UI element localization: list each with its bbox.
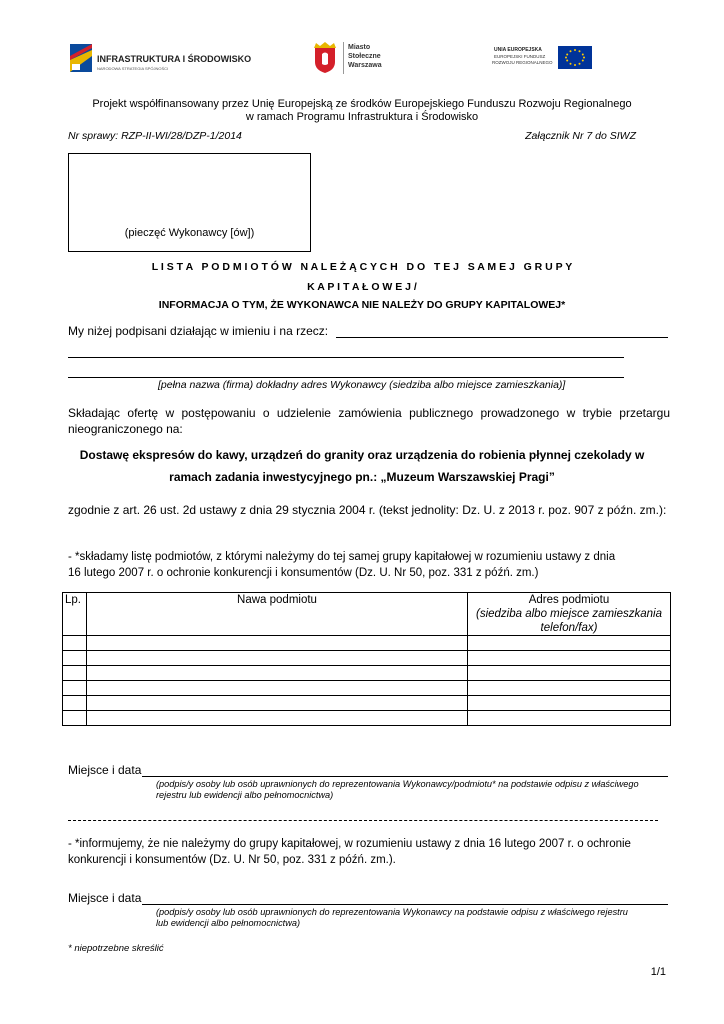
- table-row[interactable]: [63, 666, 671, 681]
- cell-name[interactable]: [87, 696, 468, 711]
- cell-lp[interactable]: [63, 666, 87, 681]
- warsaw-name-line3: Warszawa: [348, 62, 382, 69]
- infrastruktura-flag-icon: [70, 44, 92, 72]
- table-row[interactable]: [63, 681, 671, 696]
- option2-line2: konkurencji i konsumentów (Dz. U. Nr 50, poz. 331 z późń. zm.).: [68, 854, 396, 866]
- infrastruktura-subtitle: NARODOWA STRATEGIA SPÓJNOŚCI: [97, 66, 169, 71]
- document-title-line1: L I S T A P O D M I O T Ó W N A L E Ż Ą C Y C H D O T E J S A M E J G R U P Y: [151, 261, 573, 273]
- infrastruktura-title: INFRASTRUKTURA I ŚRODOWISKO: [97, 54, 252, 64]
- place-date-label-1: Miejsce i data: [68, 763, 142, 777]
- signatory-fill-line2[interactable]: [68, 357, 624, 358]
- signature1-note-line2: rejestru lub ewidencji albo pełnomocnictwa): [156, 790, 334, 800]
- attachment-label: Załącznik Nr 7 do SIWZ: [525, 130, 636, 142]
- cell-lp[interactable]: [63, 681, 87, 696]
- signatory-note: [pełna nazwa (firma) dokładny adres Wykonawcy (siedziba albo miejsce zamieszkania)]: [158, 379, 566, 391]
- cell-address[interactable]: [468, 651, 671, 666]
- cell-lp[interactable]: [63, 696, 87, 711]
- option1-line2: 16 lutego 2007 r. o ochronie konkurencji i konsumentów (Dz. U. Nr 50, poz. 331 z późń. zm.): [68, 567, 539, 579]
- footnote: * niepotrzebne skreślić: [68, 943, 164, 954]
- place-date-label-2: Miejsce i data: [68, 891, 142, 905]
- document-title-line3: INFORMACJA O TYM, ŻE WYKONAWCA NIE NALEŻY DO GRUPY KAPITALOWEJ*: [158, 299, 566, 311]
- stamp-label: (pieczęć Wykonawcy [ów]): [124, 227, 255, 239]
- cell-address[interactable]: [468, 666, 671, 681]
- cell-name[interactable]: [87, 711, 468, 726]
- table-header-row: [63, 593, 671, 636]
- case-number: Nr sprawy: RZP-II-WI/28/DZP-1/2014: [68, 130, 242, 142]
- cell-lp[interactable]: [63, 651, 87, 666]
- cell-name[interactable]: [87, 636, 468, 651]
- col-lp-header: Lp.: [63, 593, 87, 636]
- table-row[interactable]: [63, 696, 671, 711]
- offer-text: Składając ofertę w postępowaniu o udzielenie zamówienia publicznego prowadzonego w trybie przetargu nieograniczonego na:: [68, 406, 670, 436]
- document-title-line2: K A P I T A Ł O W E J /: [307, 281, 417, 293]
- signatory-intro: My niżej podpisani działając w imieniu i na rzecz:: [68, 324, 329, 338]
- subject-line1: Dostawę ekspresów do kawy, urządzeń do granity oraz urządzenia do robienia płynnej czekolady w: [79, 448, 645, 462]
- group-entities-table: [62, 592, 671, 726]
- eu-name-line1: UNIA EUROPEJSKA: [494, 47, 542, 53]
- signature1-note-line1: (podpis/y osoby lub osób uprawnionych do reprezentowania Wykonawcy/podmiotu* na podstawie odpisu z właściwego: [156, 779, 639, 789]
- cell-address[interactable]: [468, 696, 671, 711]
- option1-line1: - *składamy listę podmiotów, z którymi należymy do tej samej grupy kapitałowej w rozumieniu ustawy z dnia: [68, 551, 616, 563]
- col-address-line3: telefon/fax): [540, 622, 598, 634]
- page-number: 1/1: [650, 966, 666, 978]
- cell-lp[interactable]: [63, 711, 87, 726]
- eu-name-line3: ROZWOJU REGIONALNEGO: [492, 60, 553, 65]
- cell-lp[interactable]: [63, 636, 87, 651]
- col-name-header: Nawa podmiotu: [87, 593, 468, 636]
- contractor-stamp-box: [68, 153, 311, 252]
- cell-address[interactable]: [468, 681, 671, 696]
- signature2-note-line2: lub ewidencji albo pełnomocnictwa): [156, 918, 301, 928]
- table-row[interactable]: [63, 651, 671, 666]
- col-address-line1: Adres podmiotu: [528, 594, 610, 606]
- table-row[interactable]: [63, 711, 671, 726]
- option2-line1: - *informujemy, że nie należymy do grupy kapitałowej, w rozumieniu ustawy z dnia 16 lutego 2007 r. o ochronie: [68, 838, 631, 850]
- cofinance-line2: w ramach Programu Infrastruktura i Środowisko: [245, 111, 479, 123]
- infrastruktura-logo: [70, 44, 252, 74]
- warsaw-logo: [312, 40, 382, 76]
- cell-address[interactable]: [468, 636, 671, 651]
- col-address-header: [468, 593, 671, 636]
- subject-line2: ramach zadania inwestycyjnego pn.: „Muzeum Warszawskiej Pragi”: [169, 470, 555, 484]
- cofinance-line1: Projekt współfinansowany przez Unię Europejską ze środków Europejskiego Funduszu Rozwoju Regionalnego: [92, 98, 632, 110]
- eu-flag-icon: [558, 46, 592, 69]
- warsaw-name-line2: Stołeczne: [348, 53, 381, 60]
- place-date-line-2[interactable]: [142, 904, 668, 905]
- col-address-line2: (siedziba albo miejsce zamieszkania: [476, 608, 662, 620]
- cell-name[interactable]: [87, 651, 468, 666]
- warsaw-divider: [343, 42, 344, 74]
- cell-name[interactable]: [87, 681, 468, 696]
- signatory-fill-line3[interactable]: [68, 377, 624, 378]
- eu-logo: [492, 46, 594, 70]
- cell-address[interactable]: [468, 711, 671, 726]
- section-divider: [68, 820, 658, 821]
- eu-name-line2: EUROPEJSKI FUNDUSZ: [494, 54, 546, 59]
- table-row[interactable]: [63, 636, 671, 651]
- signature2-note-line1: (podpis/y osoby lub osób uprawnionych do reprezentowania Wykonawcy na podstawie odpisu z właściwego rejestru: [156, 907, 628, 917]
- place-date-line-1[interactable]: [142, 776, 668, 777]
- legal-basis: zgodnie z art. 26 ust. 2d ustawy z dnia 29 stycznia 2004 r. (tekst jednolity: Dz. U. z 2013 r. poz. 907 z późn. zm.):: [68, 503, 667, 517]
- signatory-fill-line1[interactable]: [336, 337, 668, 338]
- cell-name[interactable]: [87, 666, 468, 681]
- warsaw-name-line1: Miasto: [348, 44, 371, 51]
- warsaw-coat-of-arms-icon: [312, 42, 338, 74]
